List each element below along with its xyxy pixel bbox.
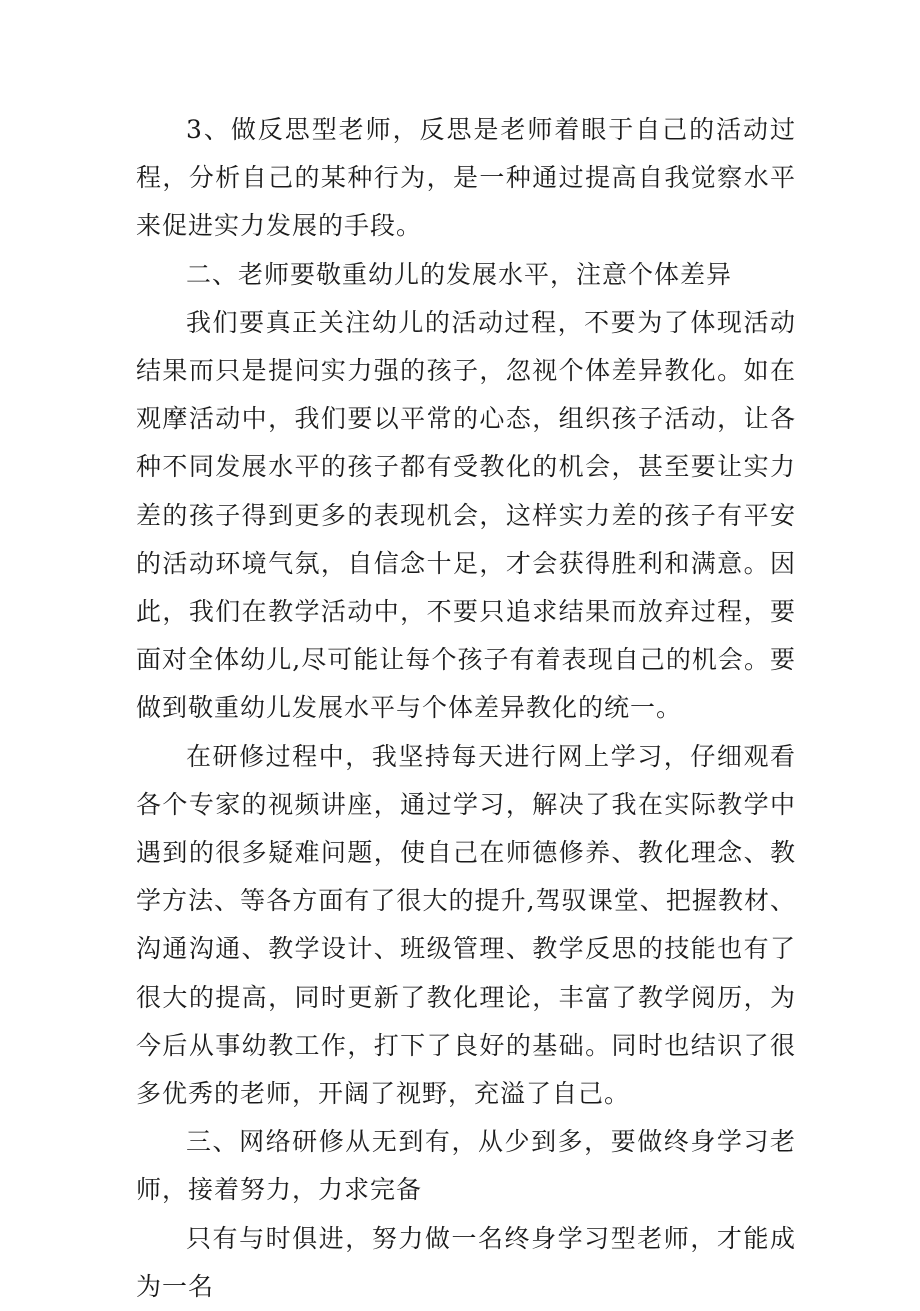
document-body: [136, 106, 796, 1311]
heading-lifelong-learning: 三、网络研修从无到有，从少到多，要做终身学习老师，接着努力，力求完备: [136, 1127, 796, 1205]
paragraph-reflective-teacher: 3、做反思型老师，反思是老师着眼于自己的活动过程，分析自己的某种行为，是一种通过提高自我觉察水平来促进实力发展的手段。: [136, 115, 796, 241]
heading-respect-development: 二、老师要敬重幼儿的发展水平，注意个体差异: [186, 259, 733, 289]
paragraph-activity-process: 我们要真正关注幼儿的活动过程，不要为了体现活动结果而只是提问实力强的孩子，忽视个体差异教化。如在观摩活动中，我们要以平常的心态，组织孩子活动，让各种不同发展水平的孩子都有受教化的机会，甚至要让实力差的孩子得到更多的表现机会，这样实力差的孩子有平安的活动环境气氛，自信念十足，才会获得胜利和满意。因此，我们在教学活动中，不要只追求结果而放弃过程，要面对全体幼儿,尽可能让每个孩子有着表现自己的机会。要做到敬重幼儿发展水平与个体差异教化的统一。: [136, 307, 796, 723]
paragraph-online-study: 在研修过程中，我坚持每天进行网上学习，仔细观看各个专家的视频讲座，通过学习，解决了我在实际教学中遇到的很多疑难问题，使自己在师德修养、教化理念、教学方法、等各方面有了很大的提升,驾驭课堂、把握教材、沟通沟通、教学设计、班级管理、教学反思的技能也有了很大的提高，同时更新了教化理论，丰富了教学阅历，为今后从事幼教工作，打下了良好的基础。同时也结识了很多优秀的老师，开阔了视野，充溢了自己。: [136, 741, 796, 1109]
paragraph-keep-pace: 只有与时俱进，努力做一名终身学习型老师，才能成为一名: [136, 1223, 796, 1301]
